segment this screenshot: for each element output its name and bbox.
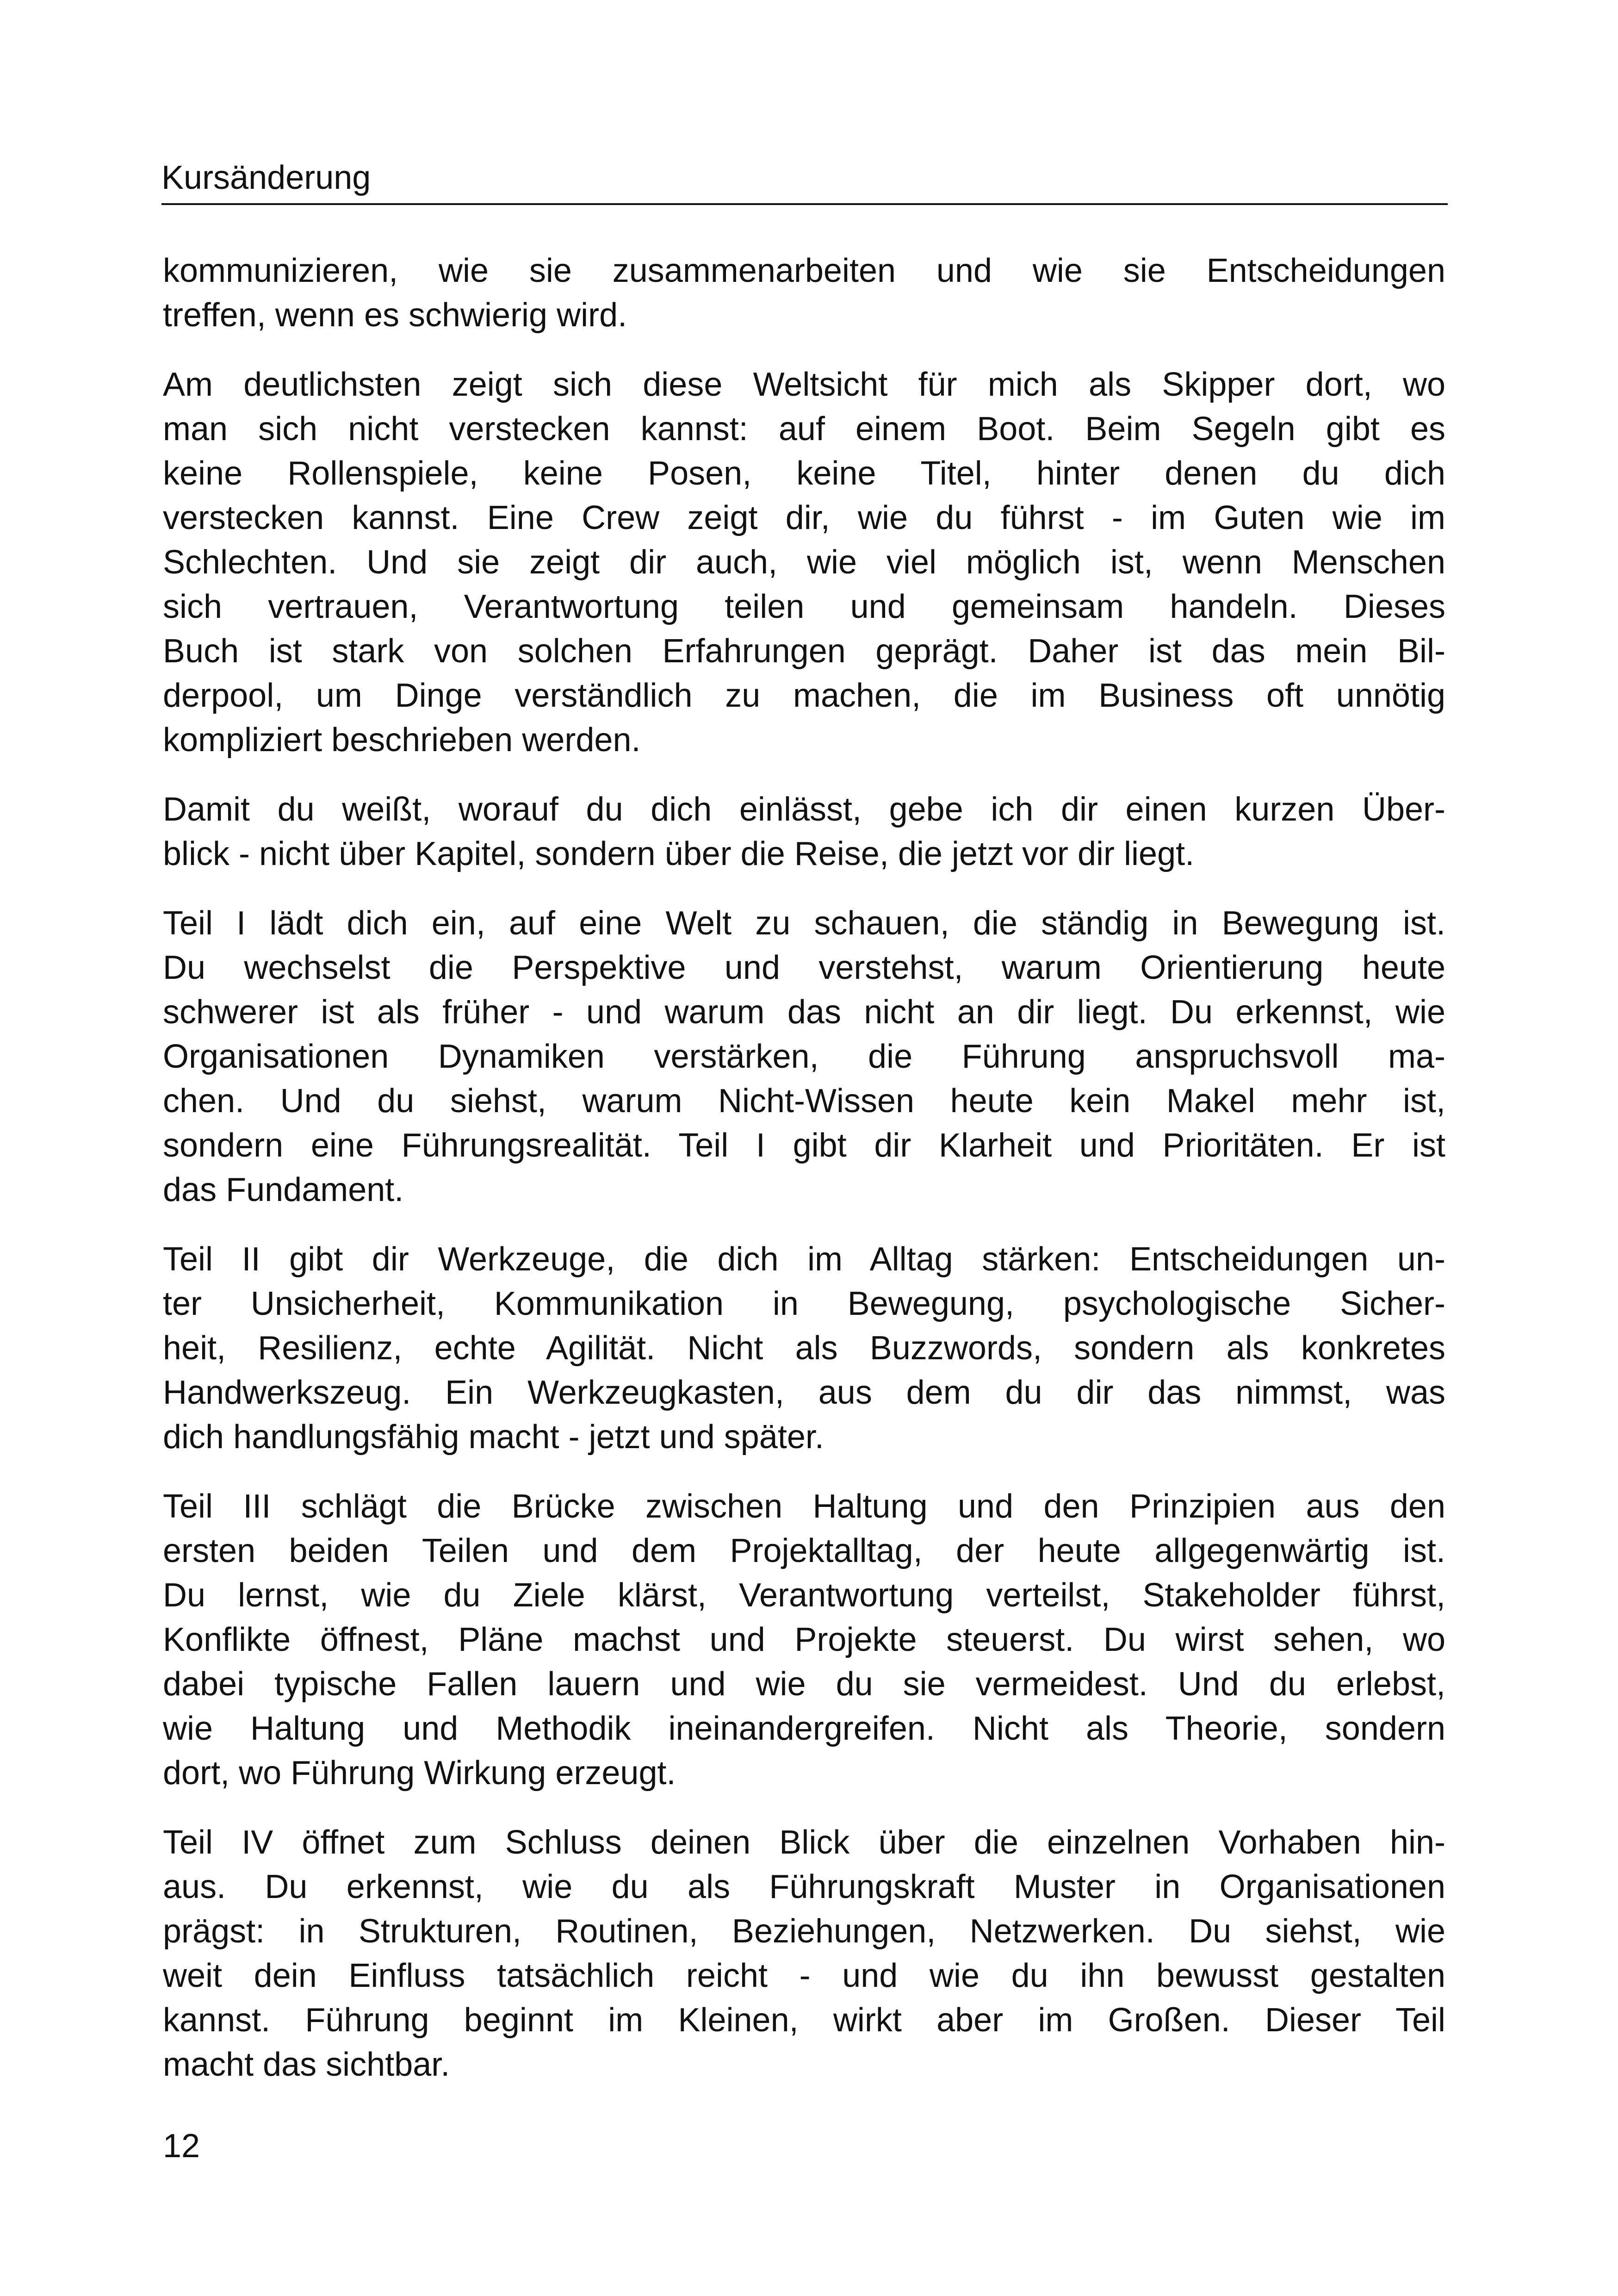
paragraph xyxy=(163,362,1445,762)
running-header xyxy=(161,155,1448,206)
text-line: kannst. Führung beginnt im Kleinen, wirkt aber im Großen. Dieser Teil xyxy=(163,2002,1445,2039)
text-line: das Fundament. xyxy=(163,1171,404,1208)
page-number: 12 xyxy=(163,2128,200,2165)
text-line: Buch ist stark von solchen Erfahrungen geprägt. Daher ist das mein Bil- xyxy=(163,633,1445,670)
text-line: Teil II gibt dir Werkzeuge, die dich im Alltag stärken: Entscheidungen un- xyxy=(163,1241,1445,1278)
text-line: Teil I lädt dich ein, auf eine Welt zu schauen, die ständig in Bewegung ist. xyxy=(163,905,1445,942)
text-line: Am deutlichsten zeigt sich diese Weltsicht für mich als Skipper dort, wo xyxy=(163,366,1445,403)
text-line: dabei typische Fallen lauern und wie du sie vermeidest. Und du erlebst, xyxy=(163,1666,1445,1703)
text-line: Teil IV öffnet zum Schluss deinen Blick über die einzelnen Vorhaben hin- xyxy=(163,1824,1445,1861)
text-line: man sich nicht verstecken kannst: auf einem Boot. Beim Segeln gibt es xyxy=(163,411,1445,448)
paragraph xyxy=(163,787,1445,876)
text-line: ersten beiden Teilen und dem Projektalltag, der heute allgegenwärtig ist. xyxy=(163,1532,1445,1569)
text-line: blick - nicht über Kapitel, sondern über die Reise, die jetzt vor dir liegt. xyxy=(163,835,1195,872)
running-header-title: Kursänderung xyxy=(161,159,371,196)
text-line: aus. Du erkennst, wie du als Führungskraft Muster in Organisationen xyxy=(163,1868,1445,1905)
text-line: treffen, wenn es schwierig wird. xyxy=(163,297,627,334)
text-line: Du lernst, wie du Ziele klärst, Verantwortung verteilst, Stakeholder führst, xyxy=(163,1577,1445,1614)
text-line: kommunizieren, wie sie zusammenarbeiten und wie sie Entscheidungen xyxy=(163,252,1445,289)
text-line: schwerer ist als früher - und warum das nicht an dir liegt. Du erkennst, wie xyxy=(163,994,1445,1031)
text-line: Damit du weißt, worauf du dich einlässt, gebe ich dir einen kurzen Über- xyxy=(163,791,1445,828)
paragraph xyxy=(163,1820,1445,2087)
paragraph xyxy=(163,1237,1445,1459)
text-line: sich vertrauen, Verantwortung teilen und gemeinsam handeln. Dieses xyxy=(163,588,1445,625)
text-line: ter Unsicherheit, Kommunikation in Bewegung, psychologische Sicher- xyxy=(163,1285,1445,1322)
text-line: heit, Resilienz, echte Agilität. Nicht als Buzzwords, sondern als konkretes xyxy=(163,1330,1445,1367)
text-line: Teil III schlägt die Brücke zwischen Haltung und den Prinzipien aus den xyxy=(163,1488,1445,1525)
text-line: macht das sichtbar. xyxy=(163,2046,450,2083)
text-line: wie Haltung und Methodik ineinandergreifen. Nicht als Theorie, sondern xyxy=(163,1710,1445,1747)
text-line: prägst: in Strukturen, Routinen, Beziehungen, Netzwerken. Du siehst, wie xyxy=(163,1913,1445,1950)
text-line: weit dein Einfluss tatsächlich reicht - und wie du ihn bewusst gestalten xyxy=(163,1957,1445,1994)
text-line: Organisationen Dynamiken verstärken, die Führung anspruchsvoll ma- xyxy=(163,1038,1445,1075)
paragraph xyxy=(163,249,1445,337)
text-line: chen. Und du siehst, warum Nicht-Wissen heute kein Makel mehr ist, xyxy=(163,1083,1445,1120)
text-line: Konflikte öffnest, Pläne machst und Projekte steuerst. Du wirst sehen, wo xyxy=(163,1621,1445,1658)
header-rule xyxy=(161,203,1448,205)
text-line: keine Rollenspiele, keine Posen, keine Titel, hinter denen du dich xyxy=(163,455,1445,492)
paragraph xyxy=(163,1484,1445,1795)
text-line: Schlechten. Und sie zeigt dir auch, wie viel möglich ist, wenn Menschen xyxy=(163,544,1445,581)
body-text xyxy=(163,249,1445,2112)
paragraph xyxy=(163,901,1445,1212)
text-line: sondern eine Führungsrealität. Teil I gibt dir Klarheit und Prioritäten. Er ist xyxy=(163,1127,1445,1164)
text-line: Du wechselst die Perspektive und verstehst, warum Orientierung heute xyxy=(163,949,1445,986)
text-line: dich handlungsfähig macht - jetzt und später. xyxy=(163,1419,824,1456)
text-line: Handwerkszeug. Ein Werkzeugkasten, aus dem du dir das nimmst, was xyxy=(163,1374,1445,1411)
text-line: kompliziert beschrieben werden. xyxy=(163,722,641,759)
text-line: verstecken kannst. Eine Crew zeigt dir, wie du führst - im Guten wie im xyxy=(163,499,1445,536)
text-line: dort, wo Führung Wirkung erzeugt. xyxy=(163,1755,676,1792)
text-line: derpool, um Dinge verständlich zu machen, die im Business oft unnötig xyxy=(163,677,1445,714)
